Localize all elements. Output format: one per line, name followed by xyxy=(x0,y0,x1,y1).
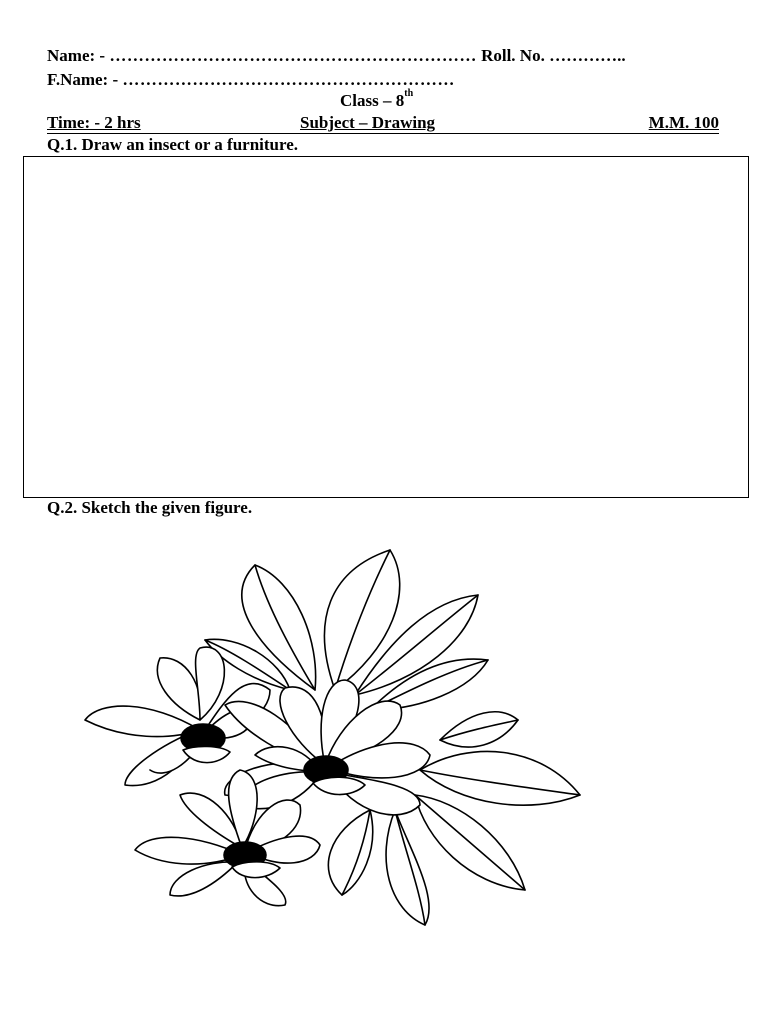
father-name-line xyxy=(47,70,455,90)
exam-info-row xyxy=(47,113,719,134)
question-2: Q.2. Sketch the given figure. xyxy=(47,498,253,517)
roll-no-end: . xyxy=(621,46,626,65)
name-blank: ……………………………………………………… xyxy=(109,46,477,65)
class-label: Class – 8 xyxy=(340,91,405,110)
class-line xyxy=(340,88,414,111)
father-name-label: F.Name: - xyxy=(47,70,123,89)
roll-no-label: Roll. No. …………. xyxy=(476,46,622,65)
class-superscript: th xyxy=(404,88,414,100)
name-line xyxy=(47,46,626,66)
flower-bouquet-icon xyxy=(70,540,590,930)
father-name-blank: ………………………………………………… xyxy=(122,70,455,89)
subject-label: Subject – Drawing xyxy=(300,113,436,132)
question-1: Q.1. Draw an insect or a furniture. xyxy=(47,135,299,154)
max-marks-label: M.M. 100 xyxy=(648,113,719,132)
drawing-answer-box[interactable] xyxy=(23,156,749,498)
time-label: Time: - 2 hrs xyxy=(47,113,141,132)
name-label: Name: - xyxy=(47,46,110,65)
